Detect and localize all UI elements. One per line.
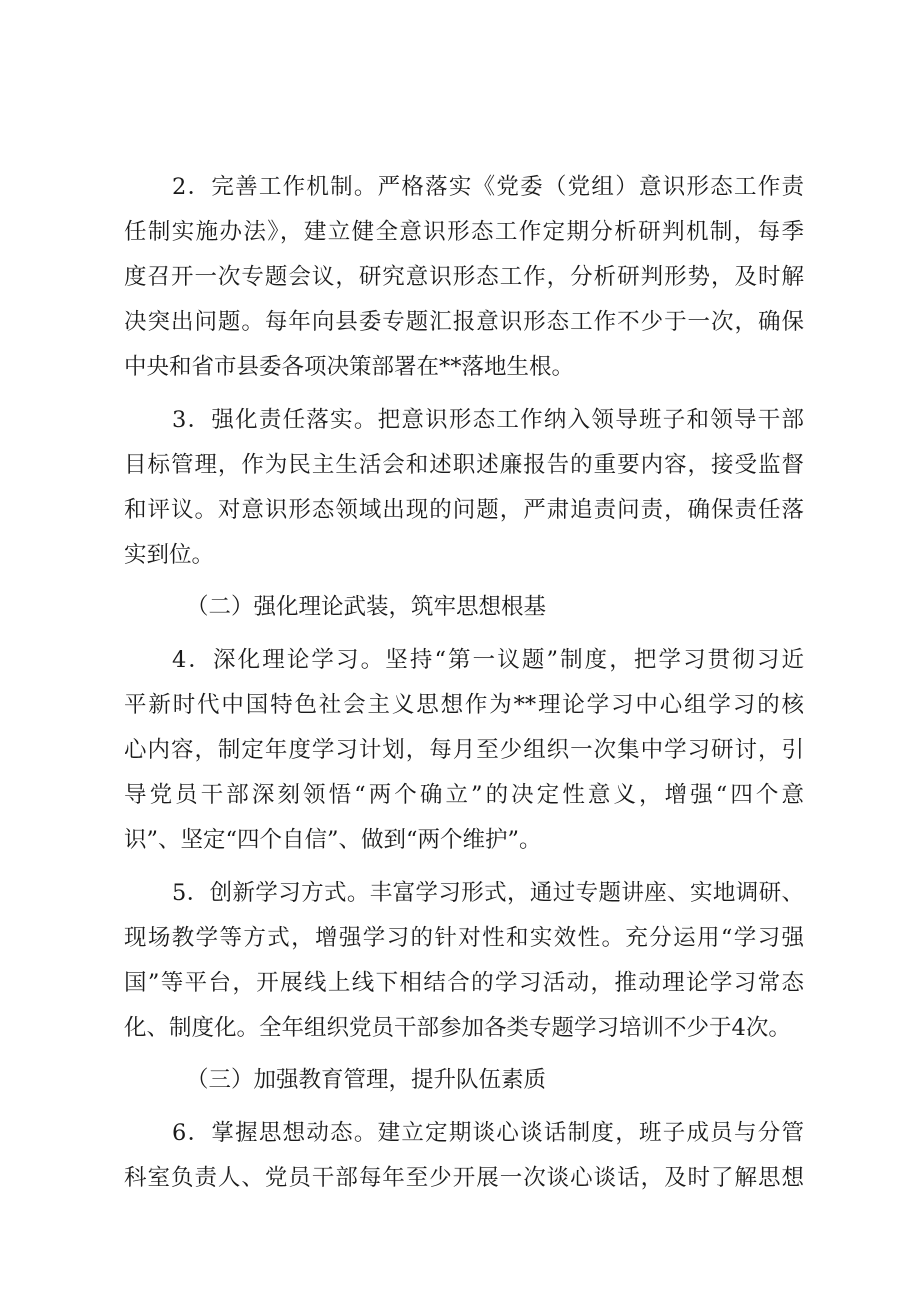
paragraph-2-line-1: 2．完善工作机制。严格落实《党委（党组）意识形态工作责	[172, 174, 804, 200]
paragraph-6-line-2: 科室负责人、党员干部每年至少开展一次谈心谈话，及时了解思想	[124, 1165, 804, 1191]
paragraph-6-line-1: 6．掌握思想动态。建立定期谈心谈话制度，班子成员与分管	[172, 1120, 804, 1146]
paragraph-4-line-3: 心内容，制定年度学习计划，每月至少组织一次集中学习研讨，引	[124, 737, 804, 763]
paragraph-4-line-5: 识”、坚定“四个自信”、做到“两个维护”。	[124, 827, 542, 853]
paragraph-5-line-4: 化、制度化。全年组织党员干部参加各类专题学习培训不少于4次。	[124, 1015, 791, 1041]
section-heading-3: （三）加强教育管理，提升队伍素质	[186, 1067, 547, 1093]
section-heading-2: （二）强化理论武装，筑牢思想根基	[186, 594, 547, 620]
paragraph-5-line-3: 国”等平台，开展线上线下相结合的学习活动，推动理论学习常态	[124, 970, 804, 996]
paragraph-2-line-2: 任制实施办法》，建立健全意识形态工作定期分析研判机制，每季	[124, 219, 804, 245]
paragraph-3-line-2: 目标管理，作为民主生活会和述职述廉报告的重要内容，接受监督	[124, 452, 804, 478]
paragraph-2-line-4: 决突出问题。每年向县委专题汇报意识形态工作不少于一次，确保	[124, 309, 804, 335]
paragraph-3-line-1: 3．强化责任落实。把意识形态工作纳入领导班子和领导干部	[172, 407, 804, 433]
paragraph-5-line-1: 5．创新学习方式。丰富学习形式，通过专题讲座、实地调研、	[172, 880, 804, 906]
paragraph-3-line-4: 实到位。	[124, 542, 215, 568]
paragraph-2-line-5: 中央和省市县委各项决策部署在**落地生根。	[124, 354, 575, 380]
paragraph-5-line-2: 现场教学等方式，增强学习的针对性和实效性。充分运用“学习强	[124, 925, 804, 951]
paragraph-4-line-2: 平新时代中国特色社会主义思想作为**理论学习中心组学习的核	[124, 692, 804, 718]
paragraph-3-line-3: 和评议。对意识形态领域出现的问题，严肃追责问责，确保责任落	[124, 497, 804, 523]
paragraph-2-line-3: 度召开一次专题会议，研究意识形态工作，分析研判形势，及时解	[124, 264, 804, 290]
paragraph-4-line-4: 导党员干部深刻领悟“两个确立”的决定性意义，增强“四个意	[124, 782, 804, 808]
paragraph-4-line-1: 4．深化理论学习。坚持“第一议题”制度，把学习贯彻习近	[172, 647, 804, 673]
